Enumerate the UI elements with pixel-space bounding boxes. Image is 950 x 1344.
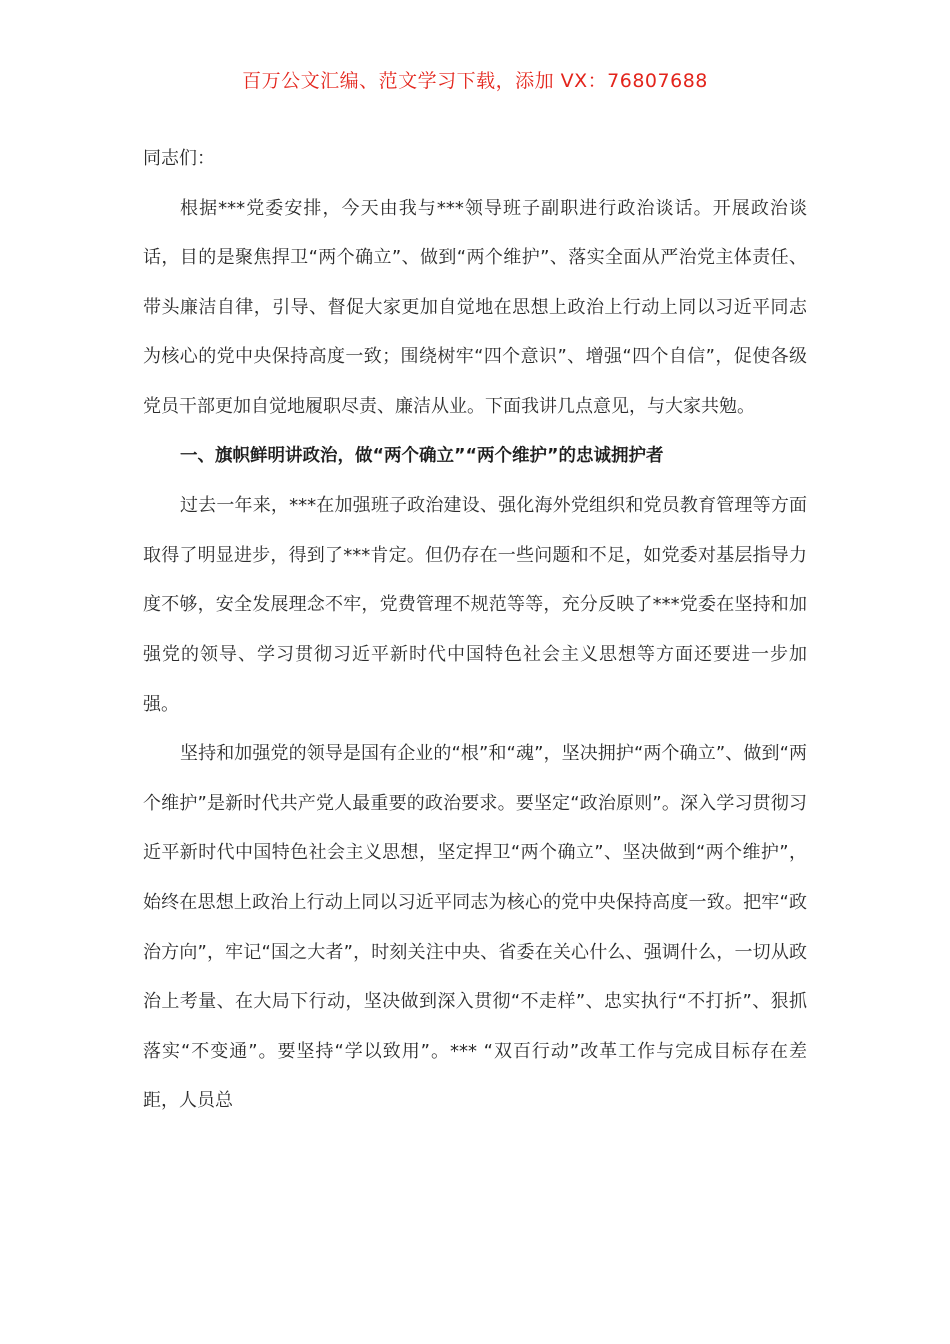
watermark-banner: 百万公文汇编、范文学习下载，添加 VX：76807688 xyxy=(242,70,708,92)
greeting: 同志们： xyxy=(143,148,215,169)
paragraph-leadership: 坚持和加强党的领导是国有企业的“根”和“魂”，坚决拥护“两个确立”、做到“两个维护”是新时代共产党人最重要的政治要求。要坚定“政治原则”。深入学习贯彻习近平新时代中国特色社会主义思想，坚定捍卫“两个确立”、坚决做到“两个维护”，始终在思想上政治上行动上同以习近平同志为核心的党中央保持高度一致。把牢“政治方向”，牢记“国之大者”，时刻关注中央、省委在关心什么、强调什么，一切从政治上考量、在大局下行动，坚决做到深入贯彻“不走样”、忠实执行“不打折”、狠抓落实“不变通”。要坚持“学以致用”。*** “双百行动”改革工作与完成目标存在差距，人员总 xyxy=(143,743,807,1112)
section-heading-1: 一、旗帜鲜明讲政治，做“两个确立”“两个维护”的忠诚拥护者 xyxy=(180,445,664,466)
paragraph-intro: 根据***党委安排，今天由我与***领导班子副职进行政治谈话。开展政治谈话，目的是聚焦捍卫“两个确立”、做到“两个维护”、落实全面从严治党主体责任、带头廉洁自律，引导、督促大家更加自觉地在思想上政治上行动上同以习近平同志为核心的党中央保持高度一致；围绕树牢“四个意识”、增强“四个自信”，促使各级党员干部更加自觉地履职尽责、廉洁从业。下面我讲几点意见，与大家共勉。 xyxy=(143,197,807,417)
document-body xyxy=(143,134,807,1126)
paragraph-review: 过去一年来，***在加强班子政治建设、强化海外党组织和党员教育管理等方面取得了明显进步，得到了***肯定。但仍存在一些问题和不足，如党委对基层指导力度不够，安全发展理念不牢，党费管理不规范等等，充分反映了***党委在坚持和加强党的领导、学习贯彻习近平新时代中国特色社会主义思想等方面还要进一步加强。 xyxy=(143,495,807,715)
